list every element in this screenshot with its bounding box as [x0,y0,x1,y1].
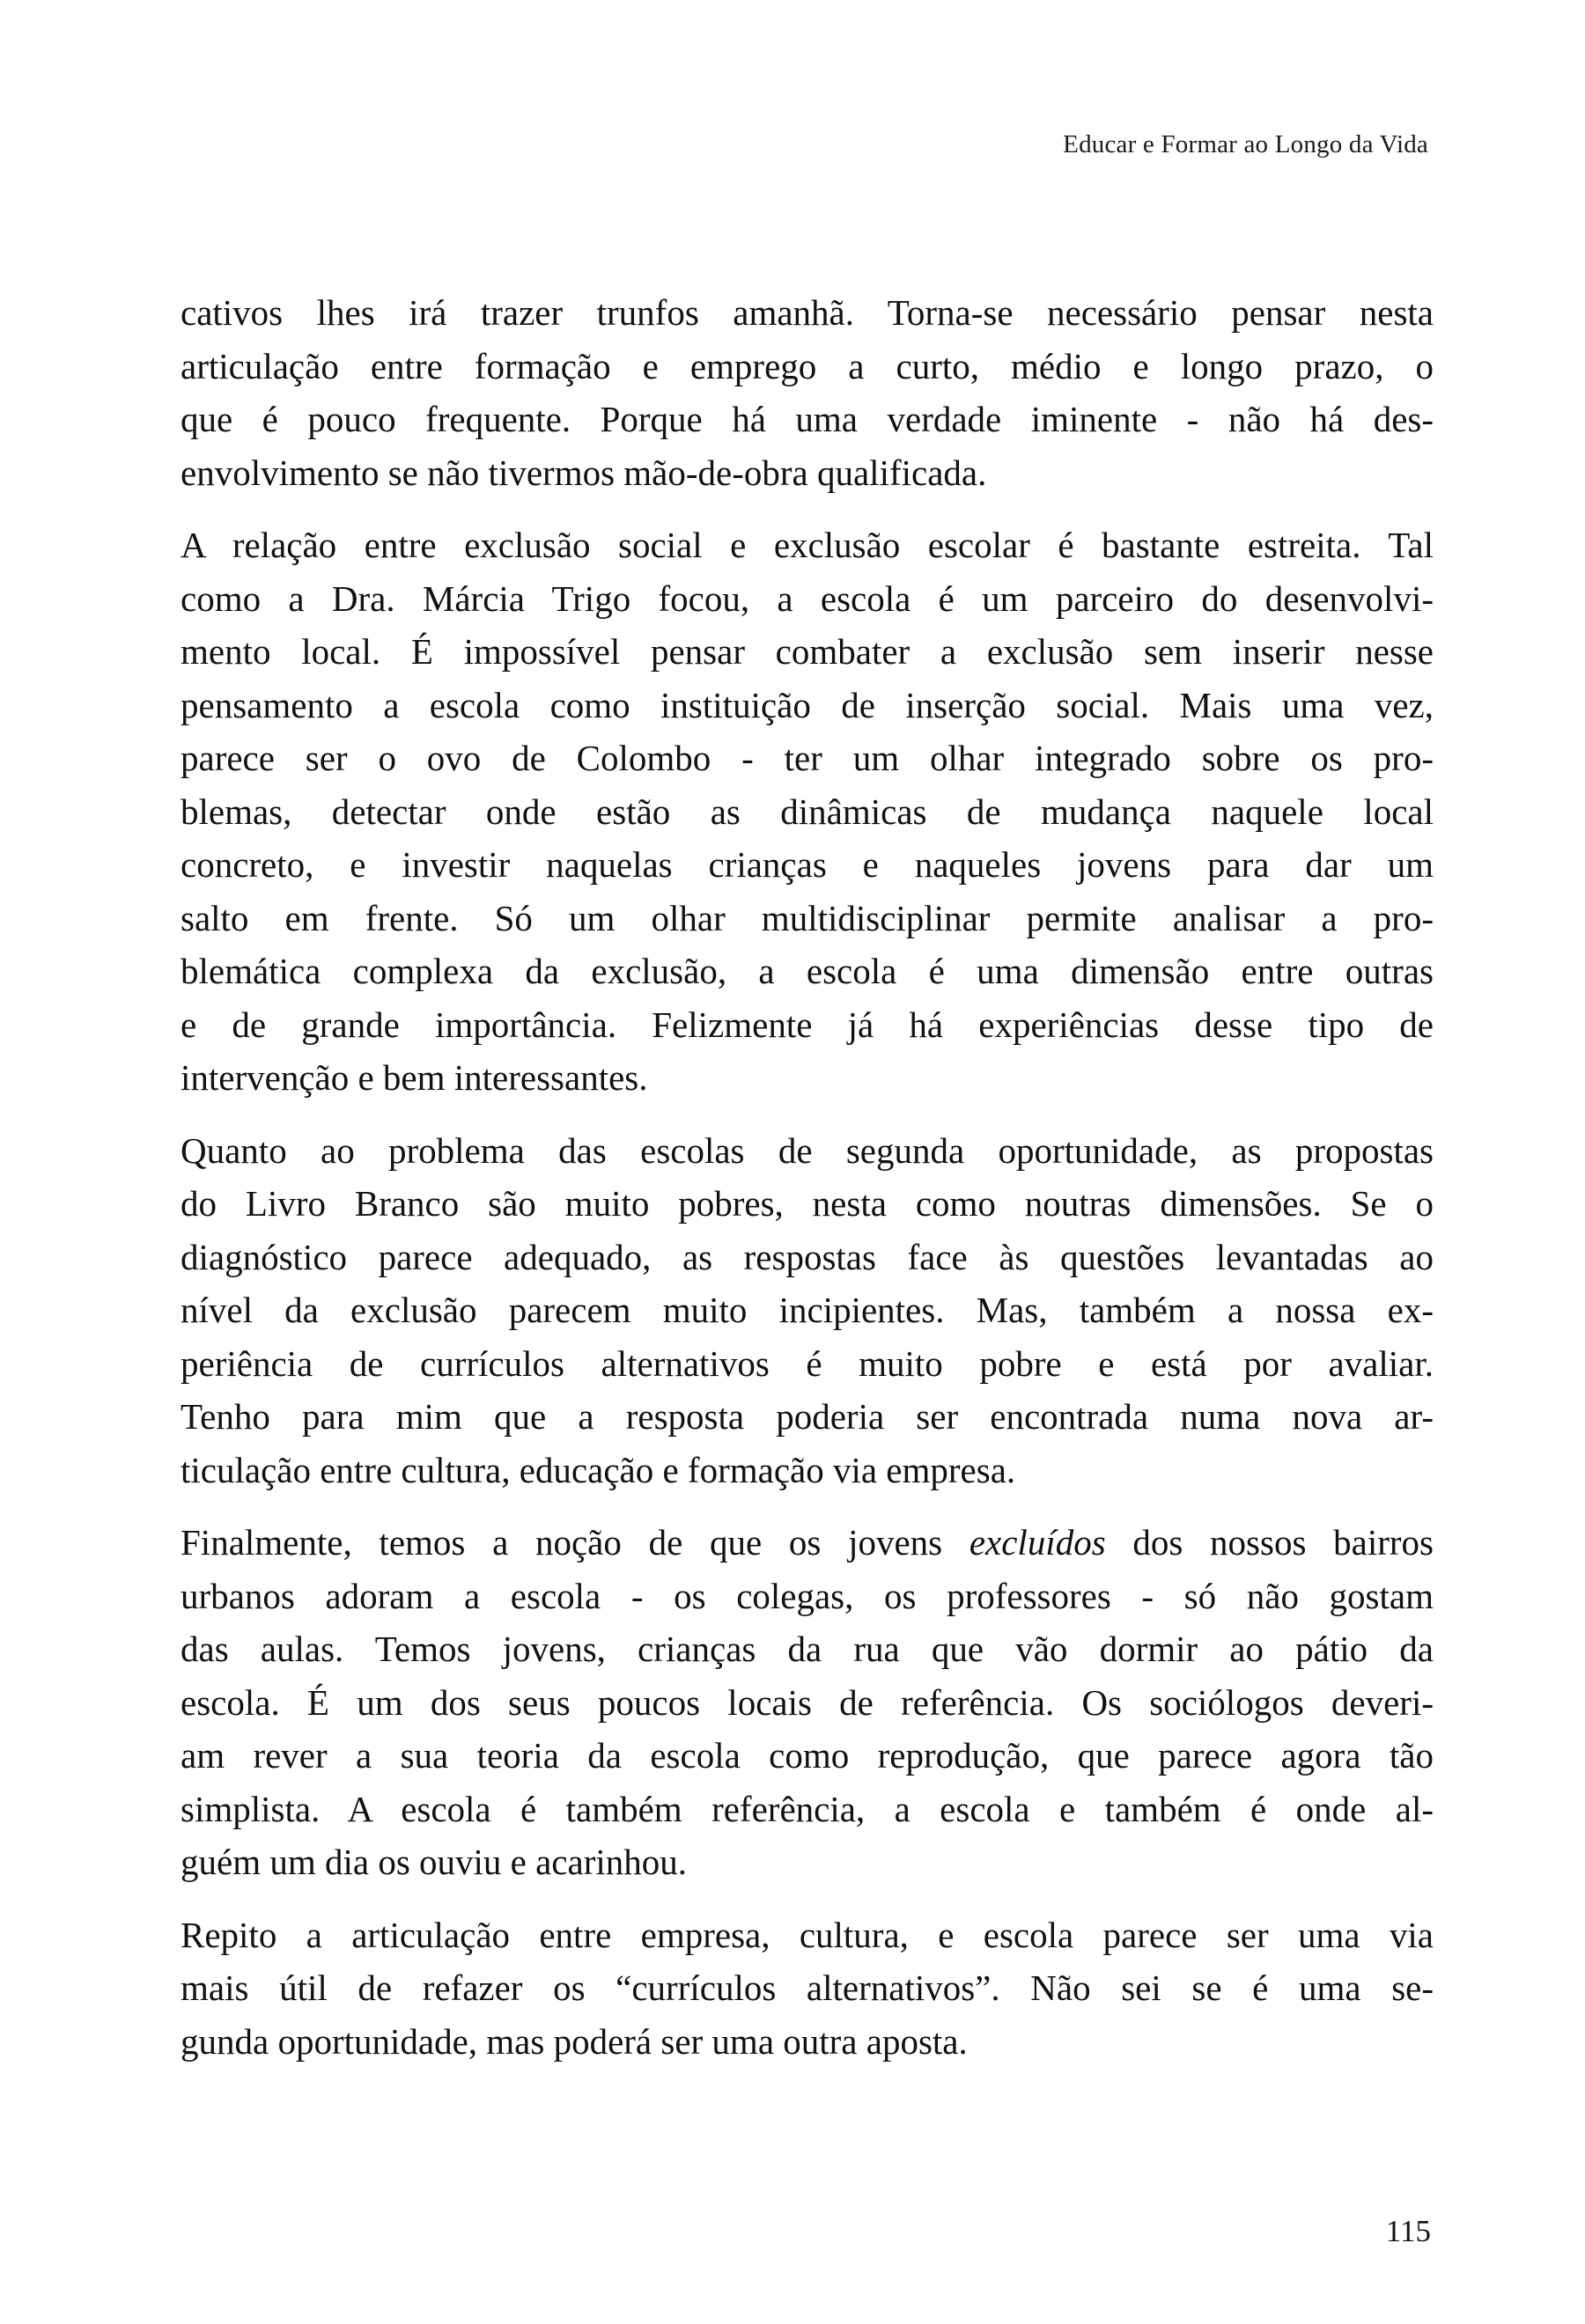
text-line [181,1516,1434,1570]
text-line: das aulas. Temos jovens, crianças da rua que vão dormir ao pátio da [181,1629,1434,1669]
text-line: nível da exclusão parecem muito incipientes. Mas, também a nossa ex- [181,1290,1434,1330]
running-header-title: Educar e Formar ao Longo da Vida [1063,130,1428,158]
text-line: Repito a articulação entre empresa, cultura, e escola parece ser uma via [181,1914,1434,1955]
text-line: periência de currículos alternativos é muito pobre e está por avaliar. [181,1342,1434,1384]
text-line: envolvimento se não tivermos mão-de-obra qualificada. [181,452,987,493]
text-line: blemas, detectar onde estão as dinâmicas de mudança naquele local [181,791,1434,832]
text-line: mento local. É impossível pensar combater a exclusão sem inserir nesse [181,631,1434,672]
text-line: am rever a sua teoria da escola como reprodução, que parece agora tão [181,1735,1434,1776]
text-line: concreto, e investir naquelas crianças e naqueles jovens para dar um [181,844,1434,885]
text-line: simplista. A escola é também referência, a escola e também é onde al- [181,1788,1434,1829]
text-line: gunda oportunidade, mas poderá ser uma outra aposta. [181,2020,968,2062]
text-line: Tenho para mim que a resposta poderia ser encontrada numa nova ar- [181,1396,1434,1437]
paragraph-1 [181,286,1434,499]
text-line: do Livro Branco são muito pobres, nesta como noutras dimensões. Se o [181,1183,1434,1224]
text-line: escola. É um dos seus poucos locais de referência. Os sociólogos deveri- [181,1681,1434,1723]
page-number: 115 [1385,2214,1431,2248]
text-line: articulação entre formação e emprego a curto, médio e longo prazo, o [181,345,1434,386]
text-line: diagnóstico parece adequado, as respostas face às questões levantadas ao [181,1236,1434,1277]
text-line: cativos lhes irá trazer trunfos amanhã. Torna-se necessário pensar nesta [181,292,1434,333]
paragraph-4 [181,1516,1434,1889]
page-body [181,286,1434,2087]
text-line: urbanos adoram a escola - os colegas, os professores - só não gostam [181,1575,1434,1616]
paragraph-3 [181,1124,1434,1497]
text-segment: dos nossos bairros [1105,1522,1434,1563]
text-line: Quanto ao problema das escolas de segunda oportunidade, as propostas [181,1129,1434,1171]
paragraph-2 [181,518,1434,1105]
text-segment: Finalmente, temos a noção de que os jovens [181,1522,969,1563]
text-line: A relação entre exclusão social e exclusão escolar é bastante estreita. Tal [181,525,1434,565]
emphasis-excluidos: excluídos [969,1522,1106,1563]
text-line: que é pouco frequente. Porque há uma verdade iminente - não há des- [181,399,1434,439]
text-line: e de grande importância. Felizmente já há experiências desse tipo de [181,1004,1434,1045]
text-line: ticulação entre cultura, educação e formação via empresa. [181,1449,1016,1490]
text-line: salto em frente. Só um olhar multidisciplinar permite analisar a pro- [181,897,1434,938]
text-line: parece ser o ovo de Colombo - ter um olhar integrado sobre os pro- [181,738,1434,778]
text-line: pensamento a escola como instituição de inserção social. Mais uma vez, [181,684,1434,725]
text-line: como a Dra. Márcia Trigo focou, a escola é um parceiro do desenvolvi- [181,577,1434,619]
text-line: blemática complexa da exclusão, a escola é uma dimensão entre outras [181,951,1434,991]
text-line: guém um dia os ouviu e acarinhou. [181,1842,688,1882]
paragraph-5 [181,1908,1434,2069]
text-line: intervenção e bem interessantes. [181,1057,648,1098]
text-line: mais útil de refazer os “currículos alternativos”. Não sei se é uma se- [181,1967,1434,2008]
